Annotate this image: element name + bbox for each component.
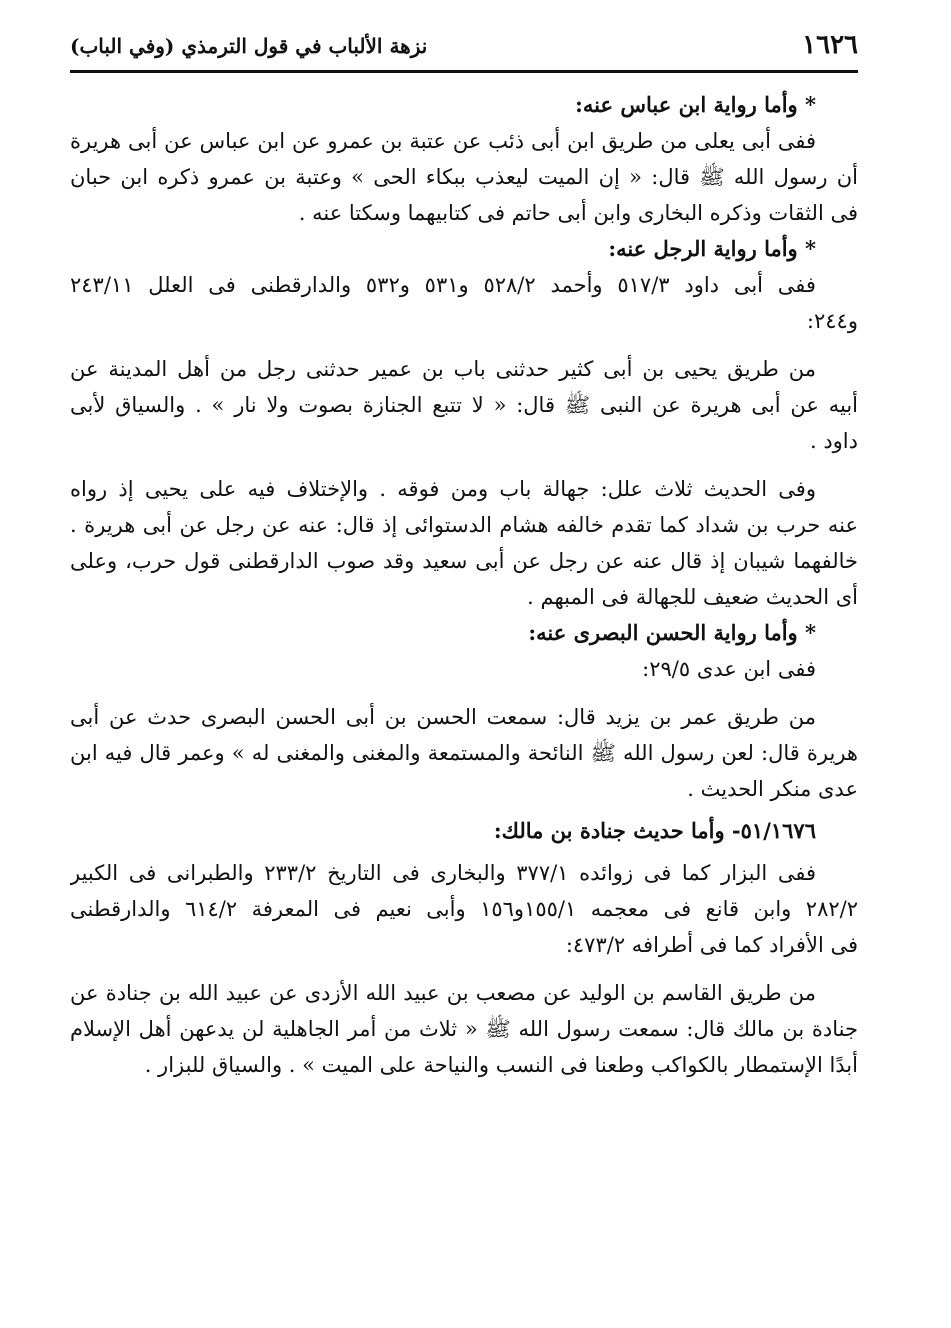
page-number: ١٦٢٦ (790, 30, 858, 60)
text-line: أن رسول الله ﷺ قال: « إن الميت ليعذب ببكاء الحى » وعتبة بن عمرو ذكره ابن حبان (70, 165, 858, 189)
text-line: أبيه عن أبى هريرة عن النبى ﷺ قال: « لا تتبع الجنازة بصوت ولا نار » . والسياق لأبى (70, 393, 858, 417)
text-line: و٢٤٤: (806, 309, 858, 333)
text-line: وفى الحديث ثلاث علل: جهالة باب ومن فوقه . والإختلاف فيه على يحيى إذ رواه (70, 477, 816, 501)
page-header (70, 30, 858, 73)
text-line: خالفهما شيبان إذ قال عنه عن رجل عن أبى سعيد وقد صوب الدارقطنى قول حرب، وعلى (70, 549, 858, 573)
text-line: جنادة بن مالك قال: سمعت رسول الله ﷺ « ثلاث من أمر الجاهلية لن يدعهن أهل الإسلام (70, 1017, 858, 1041)
text-line: من طريق عمر بن يزيد قال: سمعت الحسن بن أبى الحسن البصرى حدث عن أبى (70, 705, 816, 729)
text-line: عنه حرب بن شداد كما تقدم خالفه هشام الدستوائى إذ قال: عنه عن رجل عن أبى هريرة . (70, 513, 858, 537)
text-line: ففى أبى يعلى من طريق ابن أبى ذئب عن عتبة بن عمرو عن ابن عباس عن أبى هريرة (70, 129, 816, 153)
spacer (70, 687, 858, 699)
book-page (70, 30, 858, 1083)
text-line: من طريق القاسم بن الوليد عن مصعب بن عبيد الله الأزدى عن عبيد الله بن جنادة عن (70, 981, 816, 1005)
section-heading: * وأما رواية الرجل عنه: (608, 236, 816, 261)
page-body (70, 87, 858, 1083)
text-line: ٢٨٢/٢ وابن قانع فى معجمه ١٥٥/١و١٥٦ وأبى نعيم فى المعرفة ٦١٤/٢ والدارقطنى (70, 897, 858, 921)
spacer (70, 459, 858, 471)
text-line: عدى منكر الحديث . (687, 777, 858, 801)
section-heading: * وأما رواية الحسن البصرى عنه: (528, 620, 816, 645)
section-heading: ٥١/١٦٧٦- وأما حديث جنادة بن مالك: (493, 818, 816, 843)
text-line: فى الثقات وذكره البخارى وابن أبى حاتم فى كتابيهما وسكتا عنه . (298, 201, 858, 225)
text-line: ففى البزار كما فى زوائده ٣٧٧/١ والبخارى فى التاريخ ٢٣٣/٢ والطبرانى فى الكبير (70, 861, 816, 885)
text-line: أى الحديث ضعيف للجهالة فى المبهم . (527, 585, 858, 609)
text-line: من طريق يحيى بن أبى كثير حدثنى باب بن عمير حدثنى رجل من أهل المدينة عن (70, 357, 816, 381)
spacer (70, 339, 858, 351)
text-line: ففى ابن عدى ٢٩/٥: (642, 657, 816, 681)
text-line: أبدًا الإستمطار بالكواكب وطعنا فى النسب والنياحة على الميت » . والسياق للبزار . (144, 1053, 858, 1077)
text-line: هريرة قال: لعن رسول الله ﷺ النائحة والمستمعة والمغنى والمغنى له » وعمر قال فيه ابن (70, 741, 858, 765)
text-line: ففى أبى داود ٥١٧/٣ وأحمد ٥٢٨/٢ و٥٣١ و٥٣٢ والدارقطنى فى العلل ٢٤٣/١١ (70, 273, 816, 297)
text-line: فى الأفراد كما فى أطرافه ٤٧٣/٢: (565, 933, 858, 957)
text-line: داود . (809, 429, 858, 453)
section-heading: * وأما رواية ابن عباس عنه: (575, 92, 816, 117)
spacer (70, 963, 858, 975)
running-title: نزهة الألباب في قول الترمذي (وفي الباب) (70, 34, 439, 58)
